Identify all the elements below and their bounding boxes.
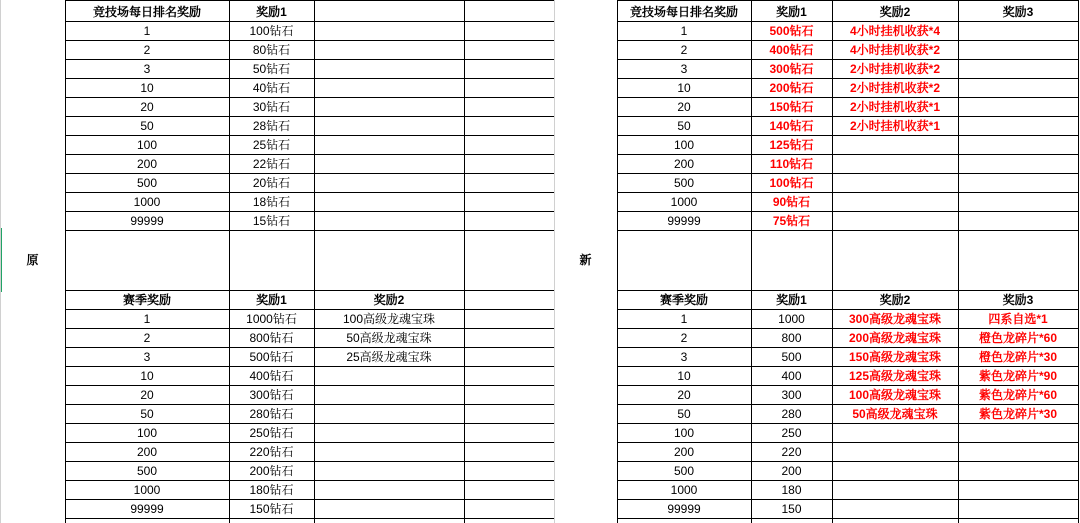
season-table-cell[interactable] xyxy=(314,461,464,480)
daily-table-cell[interactable]: 110钻石 xyxy=(769,156,814,171)
daily-table-cell[interactable]: 50钻石 xyxy=(252,61,291,76)
season-table-cell[interactable]: 100高级龙魂宝珠 xyxy=(848,387,942,402)
season-table-cell[interactable] xyxy=(314,423,464,442)
season-table-cell[interactable]: 25高级龙魂宝珠 xyxy=(346,349,432,364)
daily-table-cell[interactable]: 200 xyxy=(136,156,158,171)
season-table-cell[interactable]: 300 xyxy=(781,387,802,402)
season-table-cell[interactable]: 50高级龙魂宝珠 xyxy=(346,330,432,345)
daily-table-cell[interactable]: 10 xyxy=(677,80,691,95)
season-table-cell[interactable]: 橙色龙碎片*60 xyxy=(978,330,1058,345)
daily-header-cell[interactable] xyxy=(464,2,554,21)
season-table-cell[interactable]: 200高级龙魂宝珠 xyxy=(848,330,942,345)
daily-table-cell[interactable] xyxy=(958,78,1078,97)
daily-table-cell[interactable]: 4小时挂机收获*2 xyxy=(849,42,941,57)
season-table-cell[interactable] xyxy=(832,442,958,461)
daily-table-cell[interactable]: 22钻石 xyxy=(252,156,291,171)
season-table-cell[interactable]: 400钻石 xyxy=(249,368,294,383)
daily-header-cell[interactable]: 奖励1 xyxy=(256,4,287,19)
daily-header-cell[interactable]: 奖励1 xyxy=(776,4,807,19)
daily-table-cell[interactable]: 15钻石 xyxy=(252,213,291,228)
daily-table-cell[interactable]: 40钻石 xyxy=(252,80,291,95)
grid-horizontal-line xyxy=(617,518,1078,519)
season-header-cell[interactable]: 奖励3 xyxy=(1002,292,1034,307)
daily-table-cell[interactable]: 2小时挂机收获*1 xyxy=(849,99,941,114)
season-table-cell[interactable]: 500钻石 xyxy=(249,349,294,364)
season-table-cell[interactable]: 50 xyxy=(140,406,154,421)
season-table-cell[interactable]: 1 xyxy=(680,311,688,326)
season-table-cell[interactable]: 1000 xyxy=(670,482,698,497)
daily-table-cell[interactable]: 20钻石 xyxy=(252,175,291,190)
season-table-cell[interactable]: 220钻石 xyxy=(249,444,294,459)
season-table-cell[interactable]: 3 xyxy=(680,349,688,364)
daily-table-cell[interactable]: 99999 xyxy=(130,213,164,228)
season-table-cell[interactable]: 150 xyxy=(781,501,802,516)
daily-table-cell[interactable]: 2 xyxy=(143,42,151,57)
season-table-cell[interactable]: 800钻石 xyxy=(249,330,294,345)
daily-header-cell[interactable] xyxy=(314,2,464,21)
daily-table-cell[interactable]: 500钻石 xyxy=(769,23,814,38)
daily-table-cell[interactable] xyxy=(832,135,958,154)
season-table-cell[interactable]: 紫色龙碎片*30 xyxy=(978,406,1058,421)
daily-table-cell[interactable]: 100钻石 xyxy=(769,175,814,190)
season-table-cell[interactable]: 99999 xyxy=(667,501,701,516)
season-table-cell[interactable]: 2 xyxy=(143,330,151,345)
daily-table-cell[interactable]: 20 xyxy=(677,99,691,114)
daily-table-cell[interactable] xyxy=(958,154,1078,173)
season-table-cell[interactable] xyxy=(314,404,464,423)
season-table-cell[interactable]: 250钻石 xyxy=(249,425,294,440)
daily-table-cell[interactable]: 90钻石 xyxy=(772,194,811,209)
season-table-cell[interactable]: 20 xyxy=(677,387,691,402)
season-table-cell[interactable]: 10 xyxy=(140,368,154,383)
season-table-cell[interactable]: 200 xyxy=(781,463,802,478)
daily-table-cell[interactable]: 99999 xyxy=(667,213,701,228)
daily-table-cell[interactable]: 80钻石 xyxy=(252,42,291,57)
daily-table-cell[interactable]: 25钻石 xyxy=(252,137,291,152)
season-table-cell[interactable]: 紫色龙碎片*60 xyxy=(978,387,1058,402)
season-table-cell[interactable] xyxy=(958,423,1078,442)
season-table-cell[interactable]: 1000钻石 xyxy=(246,311,297,326)
season-table-cell[interactable]: 150钻石 xyxy=(249,501,294,516)
right-side-label[interactable]: 新 xyxy=(579,253,592,267)
daily-header-cell[interactable]: 竞技场每日排名奖励 xyxy=(629,4,738,19)
season-table-cell[interactable]: 50 xyxy=(677,406,691,421)
season-table-cell[interactable] xyxy=(832,480,958,499)
daily-table-cell[interactable] xyxy=(958,40,1078,59)
season-table-cell[interactable]: 500 xyxy=(781,349,802,364)
season-table-cell[interactable]: 500 xyxy=(136,463,158,478)
daily-table-cell[interactable]: 18钻石 xyxy=(252,194,291,209)
season-table-cell[interactable] xyxy=(314,499,464,518)
daily-table-cell[interactable]: 50 xyxy=(677,118,691,133)
season-table-cell[interactable]: 100高级龙魂宝珠 xyxy=(342,311,436,326)
daily-table-cell[interactable] xyxy=(958,135,1078,154)
season-header-cell[interactable]: 赛季奖励 xyxy=(659,292,708,307)
season-table-cell[interactable]: 紫色龙碎片*90 xyxy=(978,368,1058,383)
daily-table-cell[interactable]: 100 xyxy=(673,137,695,152)
daily-table-cell[interactable]: 30钻石 xyxy=(252,99,291,114)
daily-table-cell[interactable]: 300钻石 xyxy=(769,61,814,76)
daily-table-cell[interactable] xyxy=(958,192,1078,211)
season-table-cell[interactable]: 500 xyxy=(673,463,695,478)
season-table-cell[interactable]: 橙色龙碎片*30 xyxy=(978,349,1058,364)
season-table-cell[interactable]: 250 xyxy=(781,425,802,440)
daily-table-cell[interactable]: 200 xyxy=(673,156,695,171)
daily-table-cell[interactable] xyxy=(958,21,1078,40)
daily-table-cell[interactable] xyxy=(958,173,1078,192)
daily-table-cell[interactable] xyxy=(832,154,958,173)
daily-table-cell[interactable]: 1000 xyxy=(670,194,698,209)
daily-table-cell[interactable] xyxy=(958,211,1078,230)
season-header-cell[interactable]: 赛季奖励 xyxy=(122,292,171,307)
daily-table-cell[interactable]: 2 xyxy=(680,42,688,57)
season-table-cell[interactable]: 99999 xyxy=(130,501,164,516)
grid-horizontal-line xyxy=(65,230,554,231)
season-table-cell[interactable]: 800 xyxy=(781,330,802,345)
daily-table-cell[interactable]: 2小时挂机收获*2 xyxy=(849,61,941,76)
daily-table-cell[interactable]: 400钻石 xyxy=(769,42,814,57)
daily-table-cell[interactable]: 500 xyxy=(673,175,695,190)
season-table-cell[interactable]: 180钻石 xyxy=(249,482,294,497)
season-table-cell[interactable]: 200钻石 xyxy=(249,463,294,478)
season-table-cell[interactable] xyxy=(958,480,1078,499)
season-table-cell[interactable]: 180 xyxy=(781,482,802,497)
season-header-cell[interactable]: 奖励2 xyxy=(373,292,405,307)
daily-header-cell[interactable]: 奖励2 xyxy=(879,4,911,19)
season-table-cell[interactable]: 20 xyxy=(140,387,154,402)
season-table-cell[interactable]: 280钻石 xyxy=(249,406,294,421)
daily-table-cell[interactable]: 200钻石 xyxy=(769,80,814,95)
season-table-cell[interactable] xyxy=(958,499,1078,518)
season-header-cell[interactable]: 奖励2 xyxy=(879,292,911,307)
daily-table-cell[interactable]: 2小时挂机收获*1 xyxy=(849,118,941,133)
grid-vertical-line xyxy=(1078,0,1079,523)
season-table-cell[interactable] xyxy=(314,480,464,499)
daily-table-cell[interactable]: 2小时挂机收获*2 xyxy=(849,80,941,95)
daily-table-cell[interactable] xyxy=(832,192,958,211)
season-table-cell[interactable]: 2 xyxy=(680,330,688,345)
season-table-cell[interactable]: 280 xyxy=(781,406,802,421)
grid-horizontal-line xyxy=(617,0,1078,1)
season-header-cell[interactable]: 奖励1 xyxy=(776,292,807,307)
daily-table-cell[interactable] xyxy=(958,116,1078,135)
daily-table-cell[interactable] xyxy=(958,59,1078,78)
season-table-cell[interactable] xyxy=(832,461,958,480)
season-table-cell[interactable]: 150高级龙魂宝珠 xyxy=(848,349,942,364)
season-table-cell[interactable]: 3 xyxy=(143,349,151,364)
daily-table-cell[interactable]: 28钻石 xyxy=(252,118,291,133)
daily-table-cell[interactable]: 1 xyxy=(680,23,688,38)
season-table-cell[interactable]: 100 xyxy=(673,425,695,440)
daily-table-cell[interactable]: 500 xyxy=(136,175,158,190)
season-table-cell[interactable]: 300高级龙魂宝珠 xyxy=(848,311,942,326)
season-table-cell[interactable]: 400 xyxy=(781,368,802,383)
daily-table-cell[interactable]: 75钻石 xyxy=(772,213,811,228)
daily-table-cell[interactable]: 50 xyxy=(140,118,154,133)
daily-table-cell[interactable] xyxy=(958,97,1078,116)
season-table-cell[interactable]: 200 xyxy=(136,444,158,459)
grid-horizontal-line xyxy=(65,0,554,1)
daily-table-cell[interactable]: 100钻石 xyxy=(249,23,294,38)
season-table-cell[interactable]: 10 xyxy=(677,368,691,383)
season-header-cell[interactable] xyxy=(464,290,554,309)
season-header-cell[interactable]: 奖励1 xyxy=(256,292,287,307)
daily-table-cell[interactable]: 1 xyxy=(143,23,151,38)
daily-header-cell[interactable]: 竞技场每日排名奖励 xyxy=(92,4,201,19)
season-table-cell[interactable]: 1000 xyxy=(133,482,161,497)
daily-table-cell[interactable]: 1000 xyxy=(133,194,161,209)
season-table-cell[interactable] xyxy=(832,423,958,442)
season-table-cell[interactable] xyxy=(314,385,464,404)
season-table-cell[interactable]: 100 xyxy=(136,425,158,440)
season-table-cell[interactable]: 200 xyxy=(673,444,695,459)
season-table-cell[interactable]: 四系自选*1 xyxy=(988,311,1048,326)
daily-table-cell[interactable]: 100 xyxy=(136,137,158,152)
daily-table-cell[interactable]: 3 xyxy=(143,61,151,76)
season-table-cell[interactable]: 1000 xyxy=(778,311,805,326)
daily-table-cell[interactable]: 125钻石 xyxy=(769,137,814,152)
daily-table-cell[interactable]: 3 xyxy=(680,61,688,76)
season-table-cell[interactable]: 300钻石 xyxy=(249,387,294,402)
season-table-cell[interactable] xyxy=(958,442,1078,461)
daily-table-cell[interactable]: 140钻石 xyxy=(769,118,814,133)
grid-horizontal-line xyxy=(617,230,1078,231)
daily-table-cell[interactable]: 20 xyxy=(140,99,154,114)
daily-table-cell[interactable]: 150钻石 xyxy=(769,99,814,114)
daily-table-cell[interactable] xyxy=(832,211,958,230)
season-table-cell[interactable]: 125高级龙魂宝珠 xyxy=(848,368,942,383)
season-table-cell[interactable]: 1 xyxy=(143,311,151,326)
season-table-cell[interactable] xyxy=(314,366,464,385)
grid-horizontal-line xyxy=(65,518,554,519)
season-table-cell[interactable] xyxy=(832,499,958,518)
season-table-cell[interactable]: 50高级龙魂宝珠 xyxy=(852,406,938,421)
season-table-cell[interactable]: 220 xyxy=(781,444,802,459)
season-table-cell[interactable] xyxy=(958,461,1078,480)
left-side-label[interactable]: 原 xyxy=(26,253,39,267)
daily-table-cell[interactable]: 4小时挂机收获*4 xyxy=(849,23,941,38)
season-table-cell[interactable] xyxy=(314,442,464,461)
daily-header-cell[interactable]: 奖励3 xyxy=(1002,4,1034,19)
daily-table-cell[interactable]: 10 xyxy=(140,80,154,95)
daily-table-cell[interactable] xyxy=(832,173,958,192)
